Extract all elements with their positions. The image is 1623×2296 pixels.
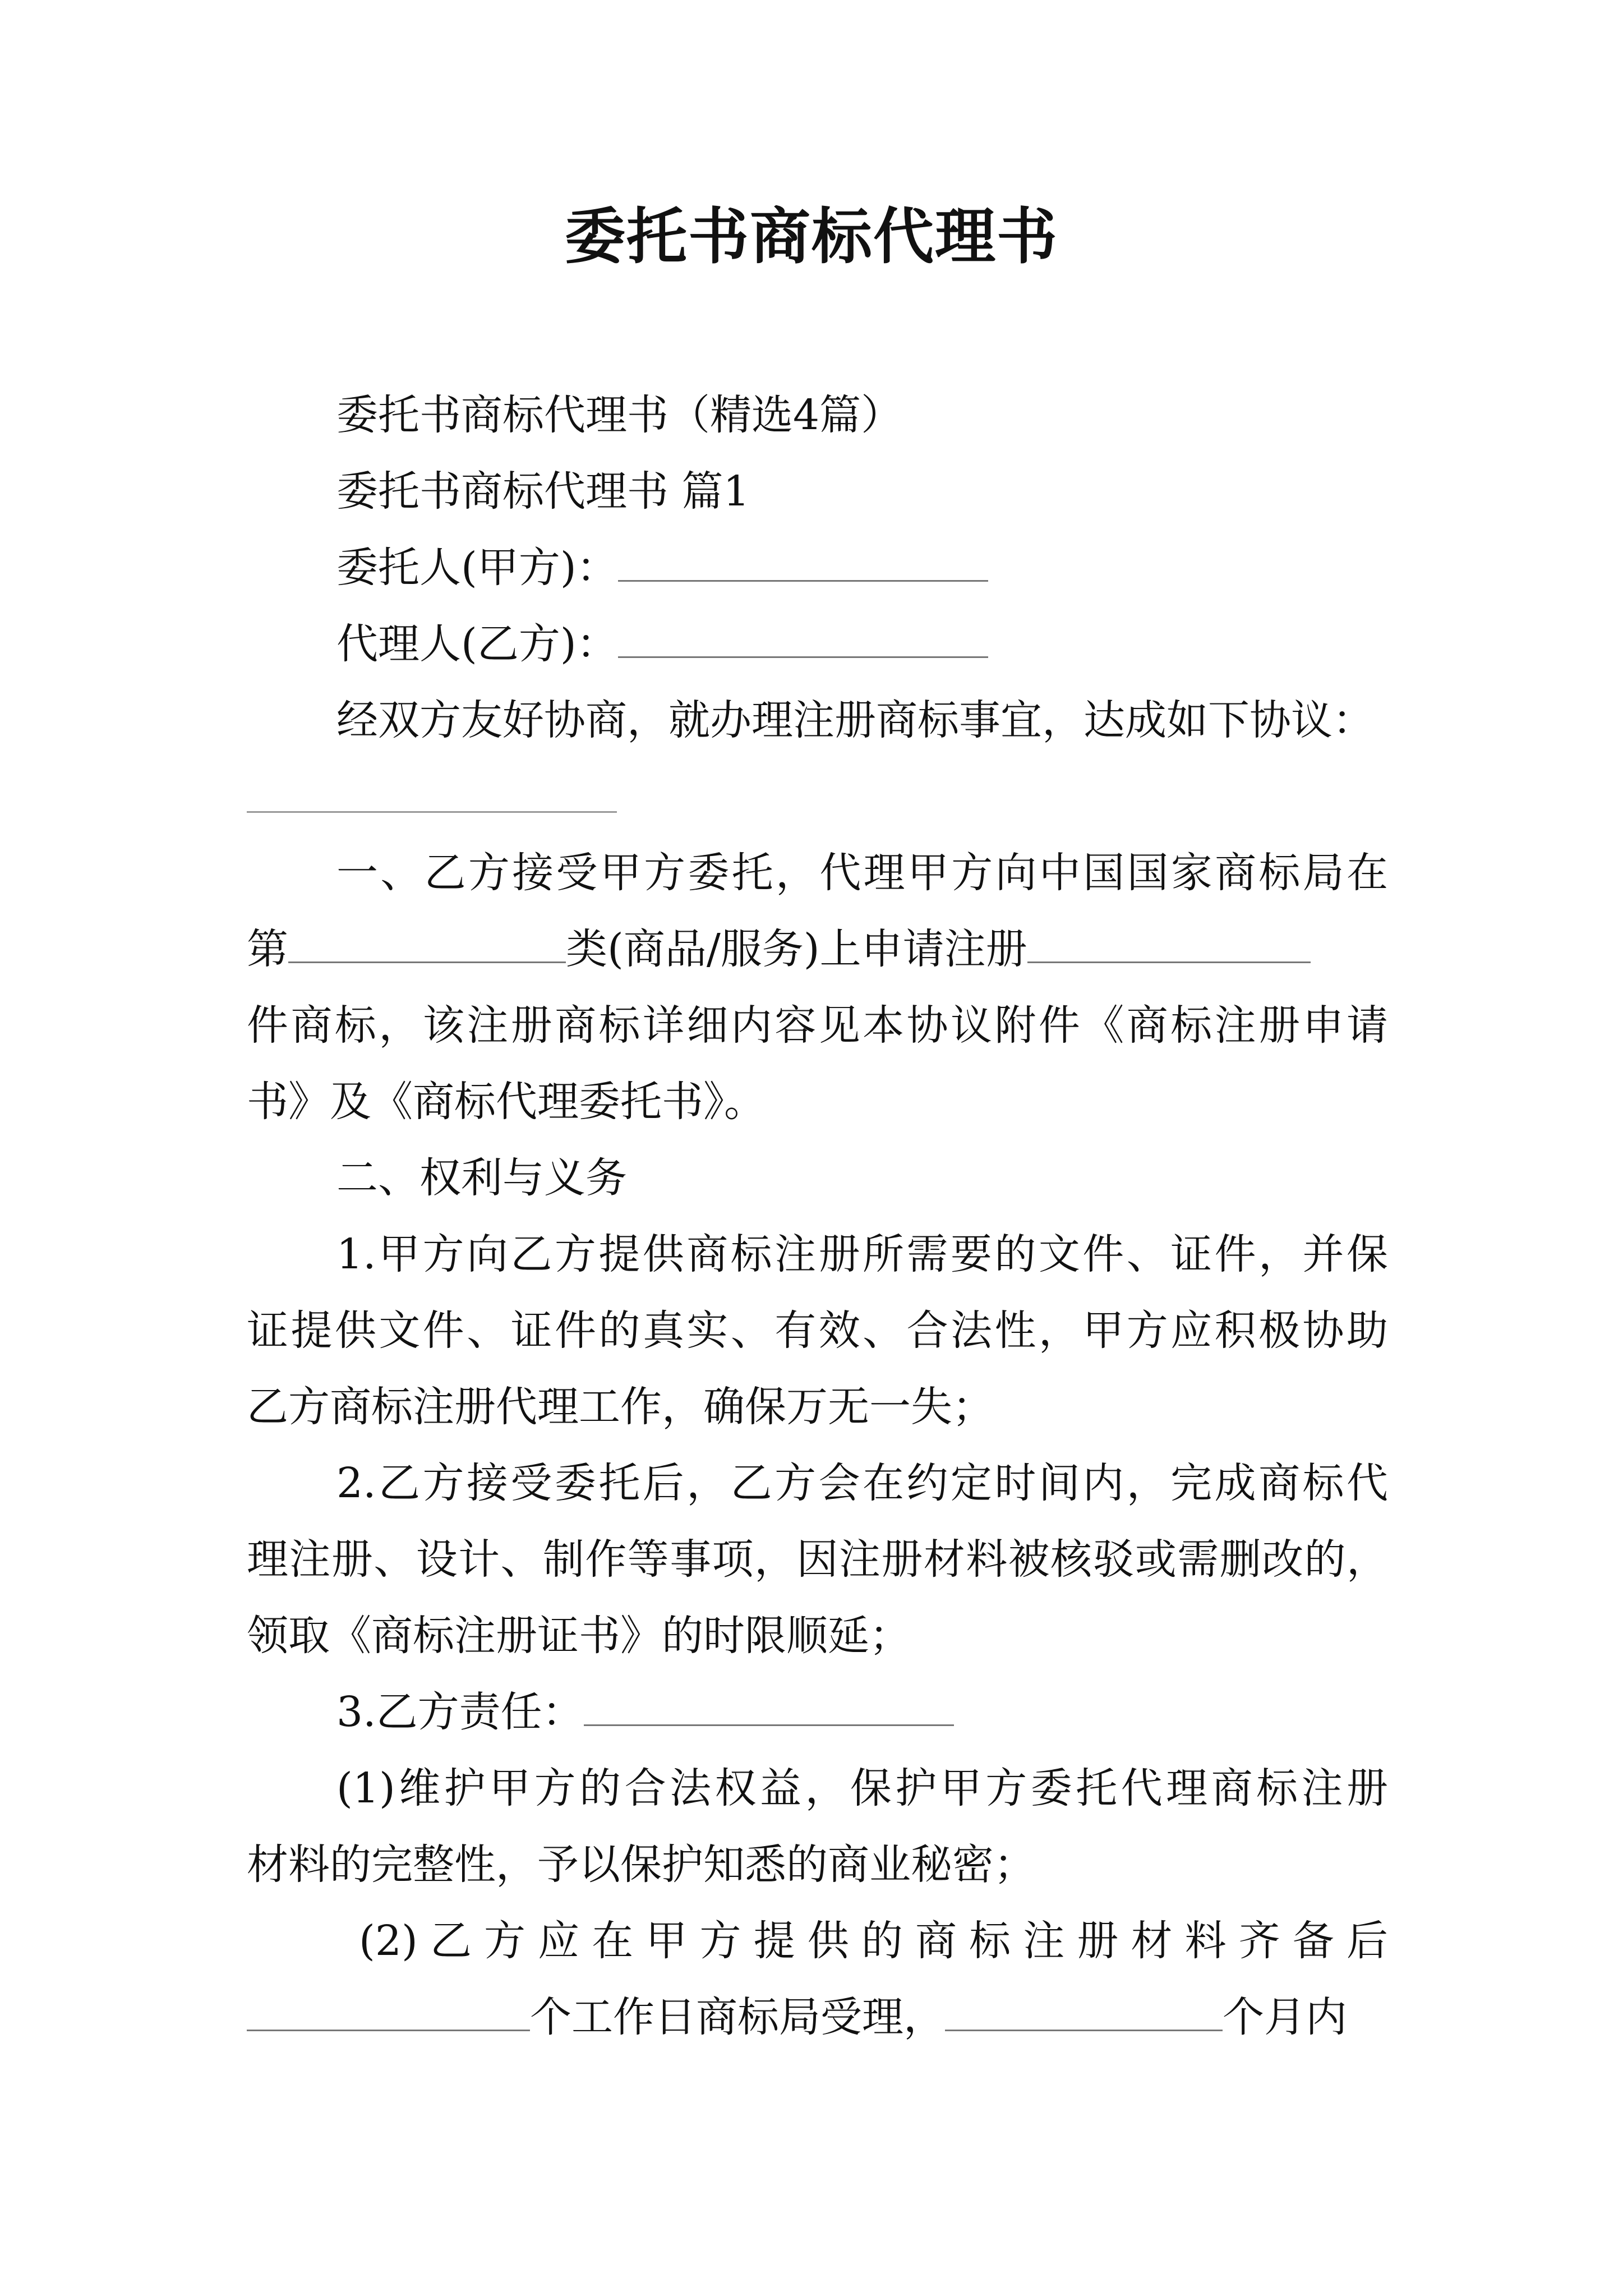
item2-line1-text: 2.乙方接受委托后，乙方会在约定时间内，完成商标代 — [336, 1459, 1388, 1507]
item3-label: 3.乙方责任： — [336, 1688, 584, 1736]
months-blank — [945, 1990, 1223, 2031]
sub2-acceptance-text: 个工作日商标局受理， — [530, 1993, 945, 2041]
clause1-line3-text: 件商标，该注册商标详细内容见本协议附件《商标注册申请 — [247, 1001, 1388, 1050]
clause1-line3 — [247, 997, 1388, 1053]
clause1-line4: 书》及《商标代理委托书》。 — [247, 1078, 766, 1126]
sub2-line1 — [359, 1913, 1388, 1969]
clause1-line2 — [247, 921, 1388, 977]
item2-line2-text: 理注册、设计、制作等事项，因注册材料被核驳或需删改的， — [247, 1535, 1388, 1584]
clause1-ordinal-prefix: 第 — [247, 925, 288, 973]
subtitle: 委托书商标代理书（精选4篇） — [336, 391, 903, 439]
party-a-blank — [618, 541, 988, 582]
party-b-blank — [618, 617, 988, 658]
clause1-line1 — [336, 845, 1388, 901]
intro-blank — [247, 811, 617, 813]
intro-text: 经双方友好协商，就办理注册商标事宜，达成如下协议： — [336, 696, 1374, 744]
party-a-row — [336, 540, 988, 596]
sub1-line1-text: (1)维护甲方的合法权益，保护甲方委托代理商标注册 — [336, 1764, 1388, 1812]
sub1-line1 — [336, 1760, 1388, 1816]
item3-row — [336, 1684, 954, 1740]
class-number-blank — [288, 922, 566, 963]
sub2-line2 — [247, 1989, 1388, 2045]
clause1-class-text: 类(商品/服务)上申请注册 — [566, 925, 1027, 973]
sub1-line2: 材料的完整性，予以保护知悉的商业秘密； — [247, 1841, 1035, 1889]
working-days-blank — [247, 1990, 530, 2031]
sub2-line1-text: (2)乙方应在甲方提供的商标注册材料齐备后 — [359, 1917, 1388, 1965]
item1-line2 — [247, 1303, 1388, 1359]
item1-line1 — [336, 1226, 1388, 1282]
trademark-count-blank — [1027, 922, 1311, 963]
party-b-label: 代理人(乙方)： — [336, 620, 618, 668]
item1-line1-text: 1.甲方向乙方提供商标注册所需要的文件、证件，并保 — [336, 1230, 1388, 1278]
part-heading: 委托书商标代理书 篇1 — [336, 467, 750, 516]
item1-line2-text: 证提供文件、证件的真实、有效、合法性，甲方应积极协助 — [247, 1306, 1388, 1355]
item2-line3: 领取《商标注册证书》的时限顺延； — [247, 1612, 911, 1660]
clause1-line1-text: 一、乙方接受甲方委托，代理甲方向中国国家商标局在 — [336, 849, 1388, 897]
document-title: 委托书商标代理书 — [564, 201, 1058, 272]
item2-line1 — [336, 1455, 1388, 1511]
party-a-label: 委托人(甲方)： — [336, 544, 618, 592]
sub2-months-text: 个月内 — [1223, 1993, 1347, 2041]
item3-blank — [584, 1685, 954, 1726]
party-b-row — [336, 616, 988, 672]
item1-line3: 乙方商标注册代理工作，确保万无一失； — [247, 1383, 994, 1431]
clause2-heading: 二、权利与义务 — [336, 1154, 627, 1202]
item2-line2 — [247, 1531, 1388, 1588]
